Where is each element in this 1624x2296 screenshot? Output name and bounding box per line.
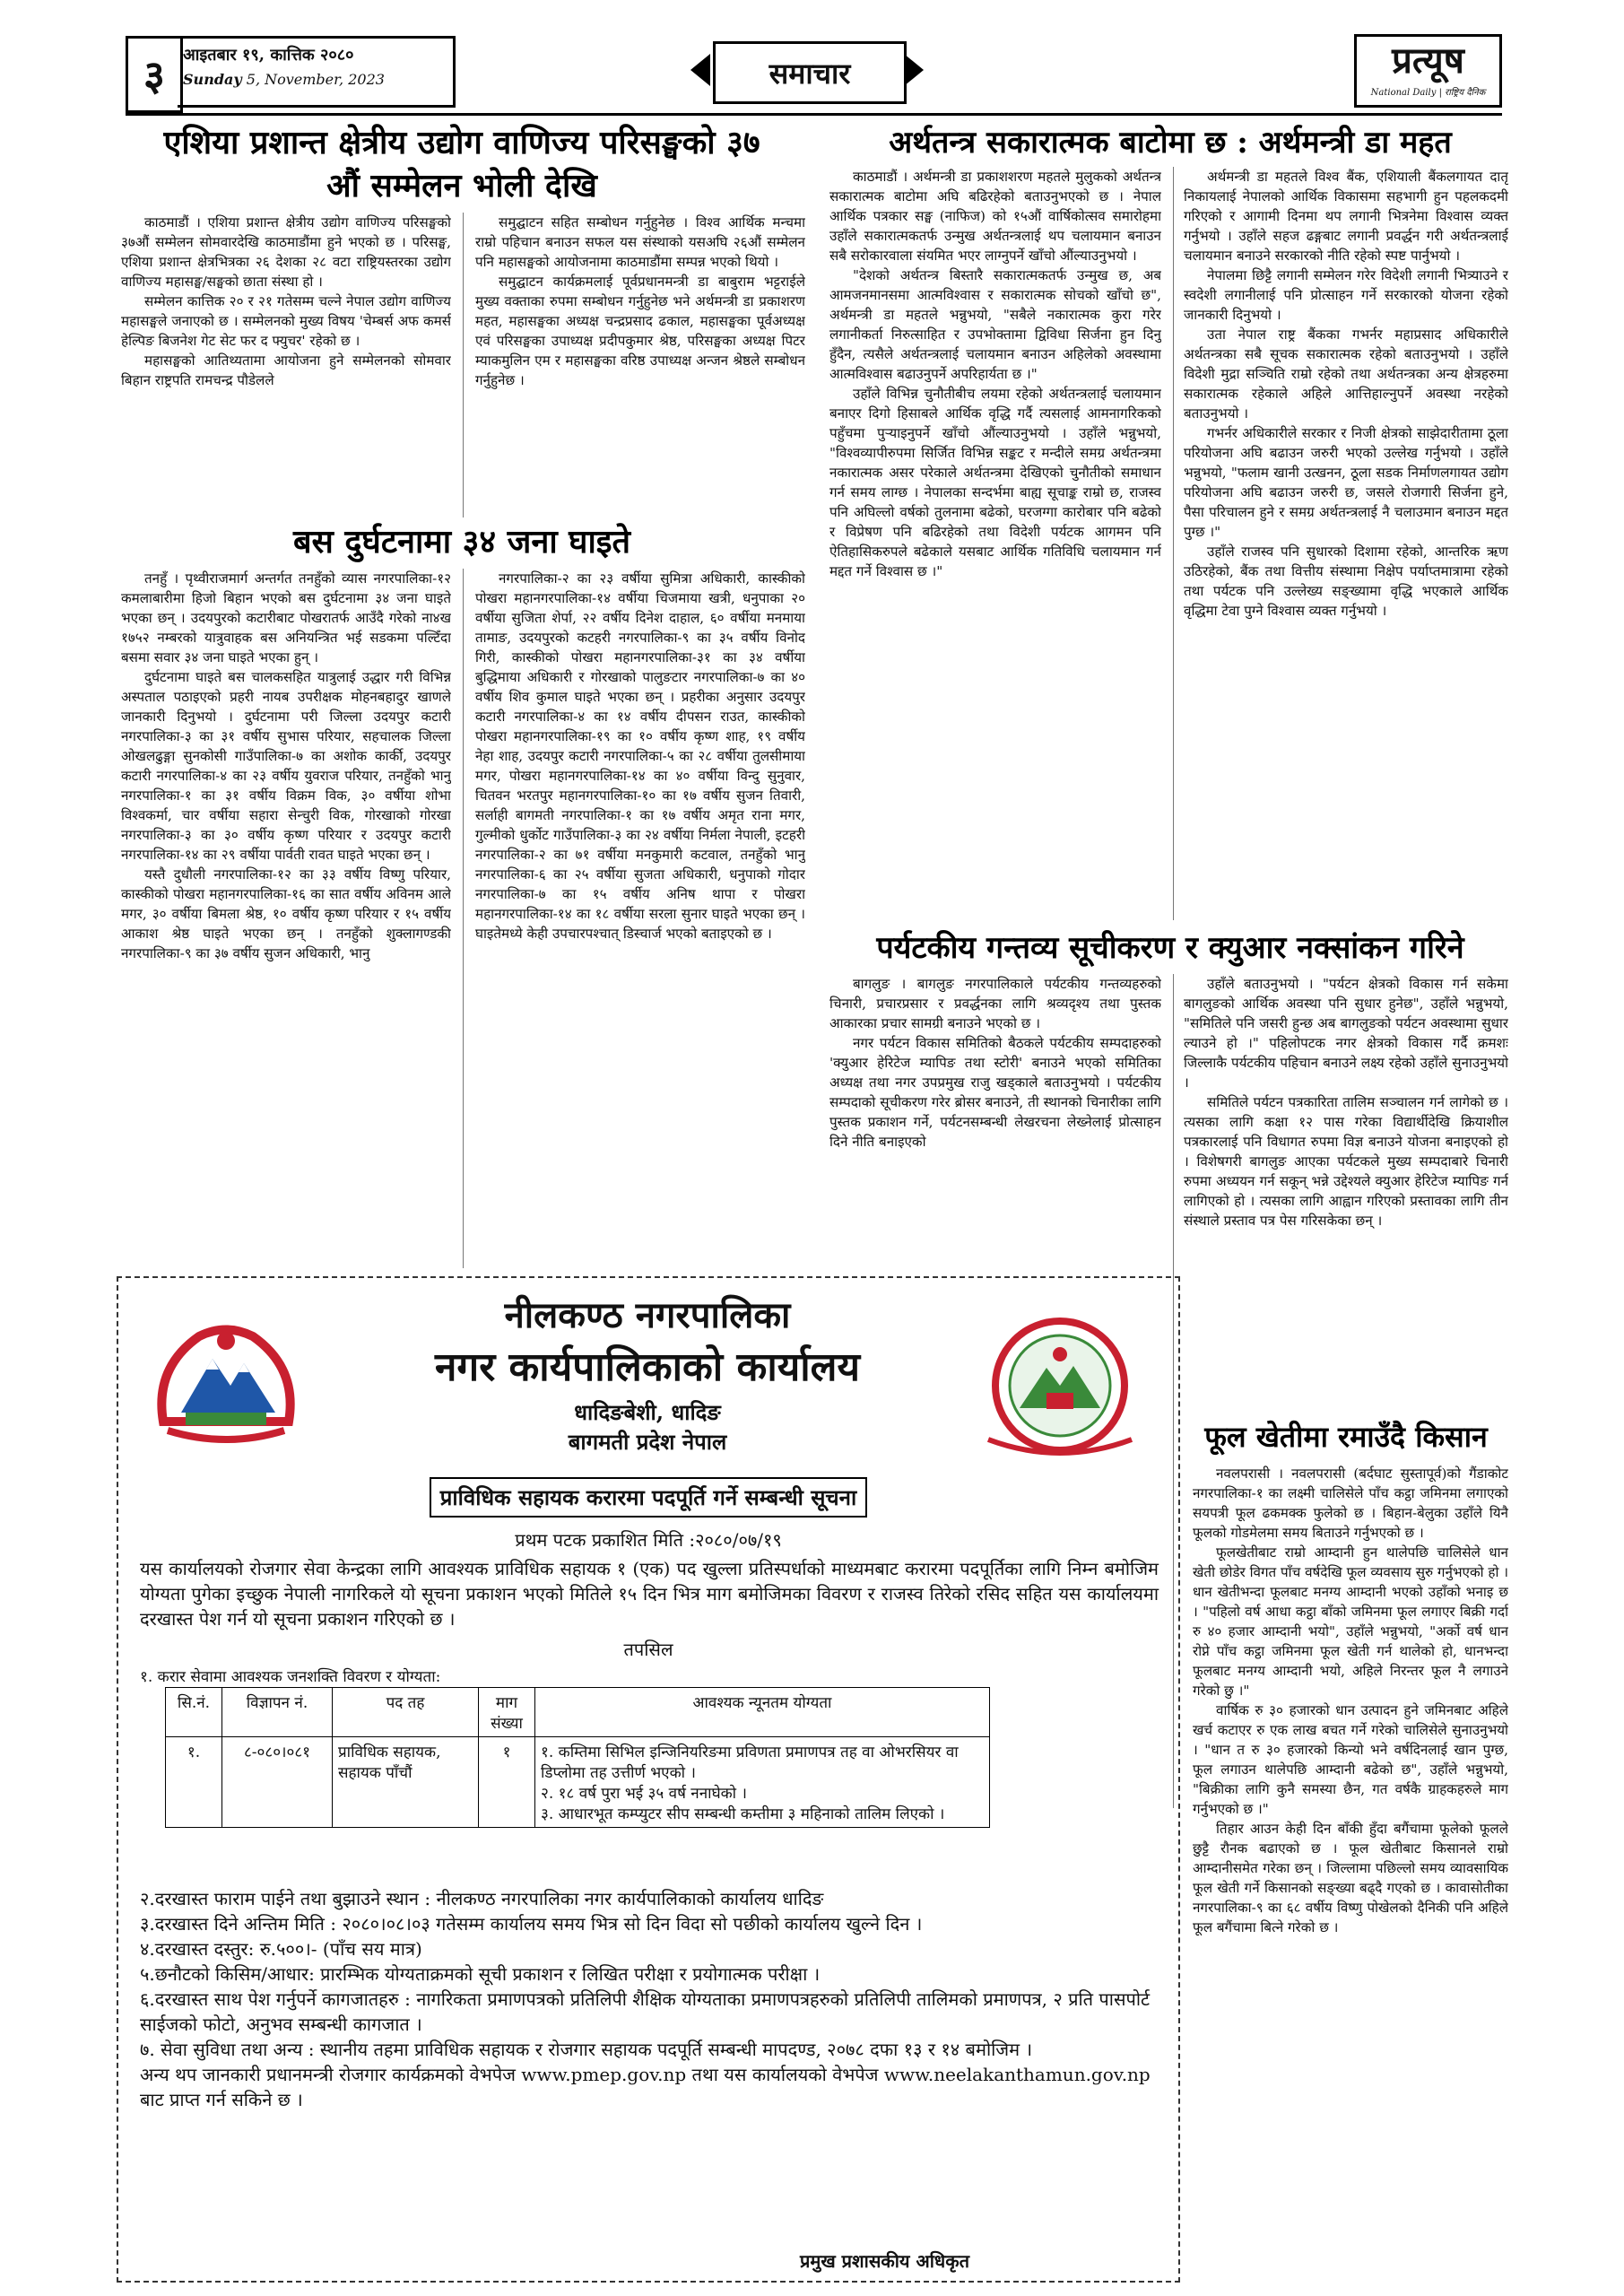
paragraph: वार्षिक रु ३० हजारको धान उत्पादन हुने जमिनबाट अहिले खर्च कटाएर रु एक लाख बचत गर्ने गरेको चालिसेले सुनाउनुभयो । "धान त रु ३० हजारको किन्यो भने वर्षदिनलाई खान पुग्छ, फूल लगाउन थालेपछि आम्दानी बढेको छ", उहाँले भन्नुभयो, "बिक्रीका लागि कुनै समस्या छैन, गत वर्षकै ग्राहकहरुले माग गर्नुभएको छ ।": [1193, 1702, 1508, 1817]
notice-intro: यस कार्यालयको रोजगार सेवा केन्द्रका लागि आवश्यक प्राविधिक सहायक १ (एक) पद खुल्ला प्रतिस्पर्धाको माध्यमबाट करारमा पदपूर्तिका लागि निम्न बमोजिम योग्यता पुगेका इच्छुक नेपाली नागरिकले यो सूचना प्रकाशन भएको मितिले १५ दिन भित्र माग बमोजिमका विवरण र राजस्व तिरेको रसिद सहित यस कार्यालयमा दरखास्त पेश गर्न यो सूचना प्रकाशन गरिएको छ ।: [140, 1558, 1159, 1630]
cell-qualification: [535, 1737, 990, 1828]
table-header: माग संख्या: [479, 1688, 535, 1737]
article1-headline: [121, 121, 803, 207]
paragraph: "देशको अर्थतन्त्र बिस्तारै सकारात्मकतर्फ उन्मुख छ, अब आमजनमानसमा आत्मविश्वास र सकारात्मक सोचको खाँचो छ", अर्थमन्त्री डा महतले भन्नुभयो, "सबैले नकारात्मक कुरा गरेर लगानीकर्ता निरुत्साहित र उपभोक्तामा द्विविधा सिर्जना हुन दिनु हुँदैन, त्यसैले अर्थतन्त्रलाई चलायमान बनाउन अहिलेको अवस्थामा आत्मविश्वास बढाउनुपर्ने अपरिहार्यता छ ।": [829, 267, 1161, 382]
nepal-emblem-icon: [145, 1314, 307, 1448]
ad-address2: बागमती प्रदेश नेपाल: [568, 1429, 727, 1455]
cell-count: १: [479, 1737, 535, 1828]
table-header: सि.नं.: [166, 1688, 222, 1737]
notice-title: प्राविधिक सहायक करारमा पदपूर्ति गर्ने सम्बन्धी सूचना: [430, 1477, 867, 1518]
signature: प्रमुख प्रशासकीय अधिकृत: [800, 2250, 969, 2272]
paragraph: अर्थमन्त्री डा महतले विश्व बैंक, एशियाली बैंकलगायत दातृ निकायलाई नेपालको आर्थिक विकासमा सहभागी हुन पहलकदमी गरिएको र आगामी दिनमा थप लगानी भित्रनेमा विश्वास व्यक्त गर्नुभयो । उहाँले सहज ढङ्गबाट लगानी प्रवर्द्धन गरी अर्थतन्त्रलाई चलायमान बनाउने सरकारको नीति रहेको स्पष्ट पार्नुभयो ।: [1184, 169, 1508, 264]
table-header: विज्ञापन नं.: [222, 1688, 333, 1737]
article3-headline: अर्थतन्त्र सकारात्मक बाटोमा छ : अर्थमन्त्री डा महत: [889, 125, 1452, 161]
left-arrow-icon: [690, 54, 710, 86]
requirements-table: [165, 1687, 990, 1828]
notice-item: ७. सेवा सुविधा तथा अन्य : स्थानीय तहमा प्राविधिक सहायक र रोजगार सहायक पदपूर्ति सम्बन्धी मापदण्ड, २०७८ दफा १३ र १४ बमोजिम ।: [140, 2039, 1033, 2060]
table-header: पद तह: [333, 1688, 479, 1737]
paragraph: उता नेपाल राष्ट्र बैंकका गभर्नर महाप्रसाद अधिकारीले अर्थतन्त्रका सबै सूचक सकारात्मक रहेको बताउनुभयो । उहाँले विदेशी मुद्रा सञ्चिति राम्रो रहेको तथा अर्थतन्त्रका अन्य क्षेत्रहरुमा सकारात्मक रहेकाले अहिले आत्तिहाल्नुपर्ने अवस्था नरहेको बताउनुभयो ।: [1184, 326, 1508, 422]
paragraph: तनहुँ । पृथ्वीराजमार्ग अन्तर्गत तनहुँको व्यास नगरपालिका-१२ कमलाबारीमा हिजो बिहान भएको बस दुर्घटनामा ३४ जना घाइते भएका छन् । उदयपुरको कटारीबाट पोखरातर्फ आउँदै गरेको ना४ख १७५२ नम्बरको यात्रुवाहक बस अनियन्त्रित भई सडकमा पल्टिँदा बसमा सवार ३४ जना घाइते भएका हुन् ।: [121, 570, 451, 665]
article4-col1: [829, 974, 1161, 1275]
paragraph: महासङ्घको आतिथ्यतामा आयोजना हुने सम्मेलनको सोमवार बिहान राष्ट्रपति रामचन्द्र पौडेलले: [121, 352, 451, 388]
paragraph: दुर्घटनामा घाइते बस चालकसहित यात्रुलाई उद्धार गरी विभिन्न अस्पताल पठाइएको प्रहरी नायब उपरीक्षक मोहनबहादुर खाणले जानकारी दिनुभयो । दुर्घटनामा परी जिल्ला उदयपुर कटारी नगरपालिका-३ का ३१ वर्षीय सुभास परियार, सहचालक जिल्ला ओखलढुङ्गा सुनकोसी गाउँपालिका-७ का अशोक कार्की, उदयपुर कटारी नगरपालिका-४ का २३ वर्षीय युवराज परियार, तनहुँको भानु नगरपालिका-१ का ३१ वर्षीय विक्रम विक, ३० वर्षीया शोभा विश्वकर्मा, चार वर्षीया सहारा सेन्चुरी विक, गोरखाको गोरखा नगरपालिका-३ का ३० वर्षीय कृष्ण परियार र उदयपुर कटारी नगरपालिका-१४ का २९ वर्षीया पार्वती रावत घाइते भएका छन् ।: [121, 669, 451, 863]
table-caption: १. करार सेवामा आवश्यक जनशक्ति विवरण र योग्यता:: [140, 1668, 441, 1686]
paragraph: काठमाडौं । अर्थमन्त्री डा प्रकाशशरण महतले मुलुकको अर्थतन्त्र सकारात्मक बाटोमा अघि बढिरहेको बताउनुभएको छ । नेपाल आर्थिक पत्रकार सङ्घ (नाफिज) को १५औं वार्षिकोत्सव समारोहमा उहाँले सकारात्मकतर्फ उन्मुख अर्थतन्त्रलाई थप चलायमान बनाउन सबै सरोकारवाला संयमित भएर लाग्नुपर्ने खाँचो औंल्याउनुभयो ।: [829, 169, 1161, 264]
paragraph: समुद्घाटन कार्यक्रमलाई पूर्वप्रधानमन्त्री डा बाबुराम भट्टराईले मुख्य वक्ताका रुपमा सम्बोधन गर्नुहुनेछ भने अर्थमन्त्री डा प्रकाशरण महत, महासङ्घका अध्यक्ष चन्द्रप्रसाद ढकाल, महासङ्घका पूर्वअध्यक्ष एवं परिसङ्घका उपाध्यक्ष प्रदीपकुमार श्रेष्ठ, परिसङ्घका अध्यक्ष पिटर म्याकमुलिन एम र महासङ्घका वरिष्ठ उपाध्यक्ष अन्जन श्रेष्ठले सम्बोधन गर्नुहुनेछ ।: [475, 274, 805, 388]
notice-item: ४.दरखास्त दस्तुर: रु.५००।- (पाँच सय मात्र): [140, 1938, 422, 1960]
paragraph: गभर्नर अधिकारीले सरकार र निजी क्षेत्रको साझेदारीतामा ठूला परियोजना अघि बढाउन जरुरी भएको उल्लेख गर्नुभयो । उहाँले भन्नुभयो, "फलाम खानी उत्खनन, ठूला सडक निर्माणलगायत उद्योग परियोजना अघि बढाउन जरुरी छ, जसले रोजगारी सिर्जना हुने, पैसा परिचालन हुने र समग्र अर्थतन्त्रलाई नै चलाउमान बनाउन मद्दत पुग्छ ।": [1184, 425, 1508, 540]
table-header-row: [166, 1688, 990, 1737]
cell-adv-no: ८-०८०।०८१: [222, 1737, 333, 1828]
logo-title: प्रत्यूष: [1392, 39, 1464, 82]
tapasil-heading: तपसिल: [623, 1639, 673, 1660]
municipality-notice-ad: [117, 1276, 1180, 2283]
ad-title-office: नगर कार्यपालिकाको कार्यालय: [435, 1344, 860, 1390]
notice-item: अन्य थप जानकारी प्रधानमन्त्री रोजगार कार्यक्रमको वेभपेज www.pmep.gov.np तथा यस कार्यालयको वेभपेज www.neelakanthamun.gov.np बाट प्राप्त गर्न सकिने छ ।: [140, 2064, 1151, 2110]
qualification-3: ३. आधारभूत कम्प्युटर सीप सम्बन्धी कम्तीमा ३ महिनाको तालिम लिएको ।: [541, 1805, 945, 1823]
paragraph: समितिले पर्यटन पत्रकारिता तालिम सञ्चालन गर्न लागेको छ । त्यसका लागि कक्षा १२ पास गरेका विद्यार्थीदेखि क्रियाशील पत्रकारलाई पनि विधागत रुपमा विज्ञ बनाउने योजना बनाइएको हो । विशेषगरी बागलुङ आएका पर्यटकले मुख्य सम्पदाबारे चिनारी रुपमा अध्ययन गर्न सकून् भन्ने उद्देश्यले क्युआर हेरिटेज म्यापिङ गर्न लागिएको हो । त्यसका लागि आह्वान गरिएको प्रस्तावका लागि तीन संस्थाले प्रस्ताव पत्र पेस गरिसकेका छन् ।: [1184, 1094, 1508, 1229]
table-row: [166, 1737, 990, 1828]
paragraph: बागलुङ । बागलुङ नगरपालिकाले पर्यटकीय गन्तव्यहरुको चिनारी, प्रचारप्रसार र प्रवर्द्धनका लागि श्रव्यदृश्य तथा पुस्तक आकारका प्रचार सामग्री बनाउने भएको छ ।: [829, 976, 1161, 1031]
date-block: [178, 36, 456, 108]
paragraph: यस्तै दुधौली नगरपालिका-१२ का ३३ वर्षीय विष्णु परियार, कास्कीको पोखरा महानगरपालिका-१६ का सात वर्षीय अविनम आले मगर, ३० वर्षीया बिमला श्रेष्ठ, १० वर्षीय कृष्ण परियार र १५ वर्षीय आकाश श्रेष्ठ घाइते भएका छन् । तनहुँको शुक्लागण्डकी नगरपालिका-९ का ३७ वर्षीय सुजन अधिकारी, भानु: [121, 866, 451, 961]
notice-title-wrap: [118, 1477, 1178, 1518]
ad-title-municipality: नीलकण्ठ नगरपालिका: [504, 1294, 791, 1336]
article1-headline-line2: औं सम्मेलन भोली देखि: [326, 167, 597, 204]
article3-col1: [829, 167, 1161, 920]
logo-subtitle: National Daily | राष्ट्रिय दैनिक: [1370, 88, 1486, 98]
notice-item: ३.दरखास्त दिने अन्तिम मिति : २०८०।०८।०३ गतेसम्म कार्यालय समय भित्र सो दिन विदा सो पछीको कार्यालय खुल्ने दिन ।: [140, 1913, 923, 1935]
paragraph: तिहार आउन केही दिन बाँकी हुँदा बगैंचामा फूलेको फूलले छुट्टै रौनक बढाएको छ । फूल खेतीबाट किसानले राम्रो आम्दानीसमेत गरेका छन् । जिल्लामा पछिल्लो समय व्यावसायिक फूल खेती गर्ने किसानको सङ्ख्या बढ्दै गएको छ । कावासोतीका नगरपालिका-९ का ६८ वर्षीय विष्णु पोखेलको दैनिकी पनि अहिले फूल बगैंचामा बित्ने गरेको छ ।: [1193, 1821, 1508, 1935]
municipality-logo-icon: [975, 1314, 1145, 1457]
paragraph: नवलपरासी । नवलपरासी (बर्दघाट सुस्तापूर्व)को गैंडाकोट नगरपालिका-१ का लक्ष्मी चालिसेले पाँच कट्ठा जमिनमा लगाएको सयपत्री फूल ढकमक्क फुलेको छ । बिहान-बेलुका उहाँले यिनै फूलको गोडमेलमा समय बिताउने गर्नुभएको छ ।: [1193, 1465, 1508, 1541]
article1-col1: [121, 213, 451, 517]
notice-item: ६.दरखास्त साथ पेश गर्नुपर्ने कागजातहरु : नागरिकता प्रमाणपत्रको प्रतिलिपी शैक्षिक योग्यताका प्रमाणपत्रहरुको प्रतिलिपी तालिमको प्रमाणपत्र, २ प्रति पासपोर्ट साईजको फोटो, अनुभव सम्बन्धी कागजात ।: [140, 1988, 1151, 2035]
cell-post: प्राविधिक सहायक, सहायक पाँचौं: [333, 1737, 479, 1828]
article1-headline-line1: एशिया प्रशान्त क्षेत्रीय उद्योग वाणिज्य परिसङ्घको ३७: [163, 124, 760, 161]
paragraph: नगरपालिका-२ का २३ वर्षीया सुमित्रा अधिकारी, कास्कीको पोखरा महानगरपालिका-१४ वर्षीया चिजमाया खत्री, धनुपाका २० वर्षीया सुजिता शेर्पा, २२ वर्षीय दिनेश दाहाल, ६० वर्षीया मनमाया तामाङ, उदयपुरको कटहरी नगरपालिका-९ का ३५ वर्षीय विनोद गिरी, कास्कीको पोखरा महानगरपालिका-३१ का ३४ वर्षीया बुद्धिमाया अधिकारी र गोरखाको पालुङटार नगरपालिका-७ का ४० वर्षीय शिव कुमाल घाइते भएका छन् । प्रहरीका अनुसार उदयपुर कटारी नगरपालिका-४ का १४ वर्षीय दीपसन राउत, कास्कीको पोखरा महानगरपालिका-१९ का १० वर्षीय कृष्ण शाह, १९ वर्षीय नेहा शाह, उदयपुर कटारी नगरपालिका-५ का २८ वर्षीया तुलसीमाया मगर, पोखरा महानगरपालिका-१४ का ४० वर्षीया विन्दु सुनुवार, चितवन भरतपुर महानगरपालिका-१० का १७ वर्षीय सुजन तिवारी, सर्लाही बागमती नगरपालिका-१ का १७ वर्षीय अमृत राना मगर, गुल्मीको धुर्कोट गाउँपालिका-३ का २४ वर्षीया निर्मला नेपाली, इटहरी नगरपालिका-२ का ७१ वर्षीया मनकुमारी कटवाल, तनहुँको भानु नगरपालिका-६ का २५ वर्षीया सुजता अधिकारी, धनुपाको गोदार नगरपालिका-७ का १५ वर्षीय अनिष थापा र पोखरा महानगरपालिका-१४ का १८ वर्षीया सरला सुनार घाइते भएका छन् । घाइतेमध्ये केही उपचारपश्चात् डिस्चार्ज भएको बताइएको छ ।: [475, 570, 805, 942]
notice-item: २.दरखास्त फाराम पाईने तथा बुझाउने स्थान : नीलकण्ठ नगरपालिका नगर कार्यपालिकाको कार्यालय धादिङ: [140, 1888, 824, 1909]
column-divider: [463, 213, 464, 517]
date-day: Sunday: [183, 71, 242, 88]
article4-col2: [1184, 974, 1508, 1405]
qualification-1: १. कम्तिमा सिभिल इन्जिनियरिङमा प्रविणता प्रमाणपत्र तह वा ओभरसियर वा डिप्लोमा तह उत्तीर्ण भएको ।: [541, 1744, 959, 1782]
article5-body: [1193, 1464, 1508, 2280]
qualification-2: २. १८ वर्ष पुरा भई ३५ वर्ष ननाघेको ।: [541, 1785, 747, 1803]
ad-address1: धादिङबेशी, धादिङ: [574, 1399, 721, 1425]
date-value: 5, November, 2023: [246, 71, 385, 88]
article2-headline: बस दुर्घटनामा ३४ जना घाइते: [293, 523, 630, 561]
section-title: समाचार: [713, 41, 907, 104]
notice-items: [140, 1886, 1159, 2112]
paragraph: समुद्घाटन सहित सम्बोधन गर्नुहुनेछ । विश्व आर्थिक मन्चमा राम्रो पहिचान बनाउन सफल यस संस्थाको यसअघि २६औं सम्मेलन पनि महासङ्घको आयोजनामा काठमाडौंमा सम्पन्न भएको थियो ।: [475, 214, 805, 270]
article4-headline: पर्यटकीय गन्तव्य सूचीकरण र क्युआर नक्सांकन गरिने: [876, 930, 1464, 966]
paragraph: सम्मेलन कात्तिक २० र २१ गतेसम्म चल्ने नेपाल उद्योग वाणिज्य महासङ्घले जनाएको छ । सम्मेलनको मुख्य विषय 'चेम्बर्स अफ कमर्स हेल्पिङ बिजनेश गेट सेट फर द फ्युचर' रहेको छ ।: [121, 293, 451, 349]
article2-col1: [121, 569, 451, 1268]
column-divider: [1173, 167, 1174, 920]
paragraph: काठमाडौं । एशिया प्रशान्त क्षेत्रीय उद्योग वाणिज्य परिसङ्घको ३७औं सम्मेलन सोमवारदेखि काठमाडौंमा हुने भएको छ । परिसङ्घ, एशिया प्रशान्त क्षेत्रभित्रका २६ देशका २८ वटा राष्ट्रियस्तरका उद्योग वाणिज्य महासङ्घ/सङ्घको छाता संस्था हो ।: [121, 214, 451, 290]
article5-headline: फूल खेतीमा रमाउँदै किसान: [1204, 1420, 1488, 1454]
page-number: ३: [126, 36, 183, 113]
table-header: आवश्यक न्यूनतम योग्यता: [535, 1688, 990, 1737]
paragraph: नेपालमा छिट्टै लगानी सम्मेलन गरेर विदेशी लगानी भित्र्याउने र स्वदेशी लगानीलाई पनि प्रोत्साहन गर्ने सरकारको योजना रहेको जानकारी दिनुभयो ।: [1184, 267, 1508, 323]
published-date: प्रथम पटक प्रकाशित मिति :२०८०/०७/१९: [515, 1529, 782, 1551]
right-arrow-icon: [904, 54, 924, 86]
paragraph: नगर पर्यटन विकास समितिको बैठकले पर्यटकीय सम्पदाहरुको 'क्युआर हेरिटेज म्यापिङ तथा स्टोरी' बनाउने भएको समितिका अध्यक्ष तथा नगर उपप्रमुख राजु खड्काले बताउनुभयो । पर्यटकीय सम्पदाको सूचीकरण गरेर ब्रोसर बनाउने, ती स्थानको चिनारीका लागि पुस्तक प्रकाशन गर्ने, पर्यटनसम्बन्धी लेखरचना लेख्नेलाई प्रोत्साहन दिने नीति बनाइएको: [829, 1035, 1161, 1150]
paragraph: उहाँले राजस्व पनि सुधारको दिशामा रहेको, आन्तरिक ऋण उठिरहेको, बैंक तथा वित्तीय संस्थामा निक्षेप पर्याप्तमात्रामा रहेको तथा पर्यटक पनि उल्लेख्य सङ्ख्यामा वृद्धि भएकाले आर्थिक वृद्धिमा टेवा पुग्ने विश्वास व्यक्त गर्नुभयो ।: [1184, 544, 1508, 619]
notice-item: ५.छनौटको किसिम/आधार: प्रारम्भिक योग्यताक्रमको सूची प्रकाशन र लिखित परीक्षा र प्रयोगात्मक परीक्षा ।: [140, 1963, 821, 1985]
ad-header: [325, 1289, 970, 1457]
article2-col2: [475, 569, 805, 1268]
newspaper-logo: [1354, 34, 1502, 108]
date-nepali: आइतबार १९, कात्तिक २०८०: [183, 46, 354, 65]
paragraph: फूलखेतीबाट राम्रो आम्दानी हुन थालेपछि चालिसेले धान खेती छोडेर विगत पाँच वर्षदेखि फूल व्यवसाय सुरु गर्नुभएको हो । धान खेतीभन्दा फूलबाट मनग्य आम्दानी भएको उहाँको भनाइ छ । "पहिलो वर्ष आधा कट्ठा बाँको जमिनमा फूल लगाएर बिक्री गर्दा रु ४० हजार आम्दानी भयो", उहाँले भन्नुभयो, "अर्को वर्ष धान रोप्ने पाँच कट्ठा जमिनमा फूल खेती गर्न थालेको हो, धानभन्दा फूलबाट मनग्य आम्दानी भयो, अहिले निरन्तर फूल नै लगाउने गरेको छु ।": [1193, 1544, 1508, 1699]
cell-sn: १.: [166, 1737, 222, 1828]
paragraph: उहाँले विभिन्न चुनौतीबीच लयमा रहेको अर्थतन्त्रलाई चलायमान बनाएर दिगो हिसाबले आर्थिक वृद्धि गर्दै त्यसलाई आमनागरिकको पहुँचमा पुऱ्याइनुपर्ने खाँचो औंल्याउनुभयो । उहाँले भन्नुभयो, "विश्वव्यापीरुपमा सिर्जित विभिन्न सङ्कट र मन्दीले समग्र अर्थतन्त्रमा नकारात्मक असर परेकाले अर्थतन्त्रमा देखिएको चुनौतीको समाधान गर्न समय लाग्छ । नेपालका सन्दर्भमा बाह्य सूचाङ्क राम्रो छ, राजस्व पनि अघिल्लो वर्षको तुलनामा बढेको, घरजग्गा कारोबार पनि बढेको र विप्रेषण पनि बढिरहेको तथा विदेशी पर्यटक आगमन पनि ऐतिहासिकरुपले बढेकाले यसबाट आर्थिक गतिविधि चलायमान गर्न मद्दत गर्ने विश्वास छ ।": [829, 386, 1161, 579]
column-divider: [463, 569, 464, 1268]
header-rule: [126, 113, 1502, 116]
date-english: [183, 71, 453, 88]
article1-col2: [475, 213, 805, 517]
article3-col2: [1184, 167, 1508, 920]
paragraph: उहाँले बताउनुभयो । "पर्यटन क्षेत्रको विकास गर्न सकेमा बागलुङको आर्थिक अवस्था पनि सुधार हुनेछ", उहाँले भन्नुभयो, "समितिले पनि जसरी हुन्छ अब बागलुङको पर्यटन अवस्थामा सुधार ल्याउने हो ।" पहिलोपटक नगर क्षेत्रको विकास गर्दै क्रमशः जिल्लाकै पर्यटकीय पहिचान बनाउने लक्ष्य रहेको उहाँले सुनाउनुभयो ।: [1184, 976, 1508, 1091]
